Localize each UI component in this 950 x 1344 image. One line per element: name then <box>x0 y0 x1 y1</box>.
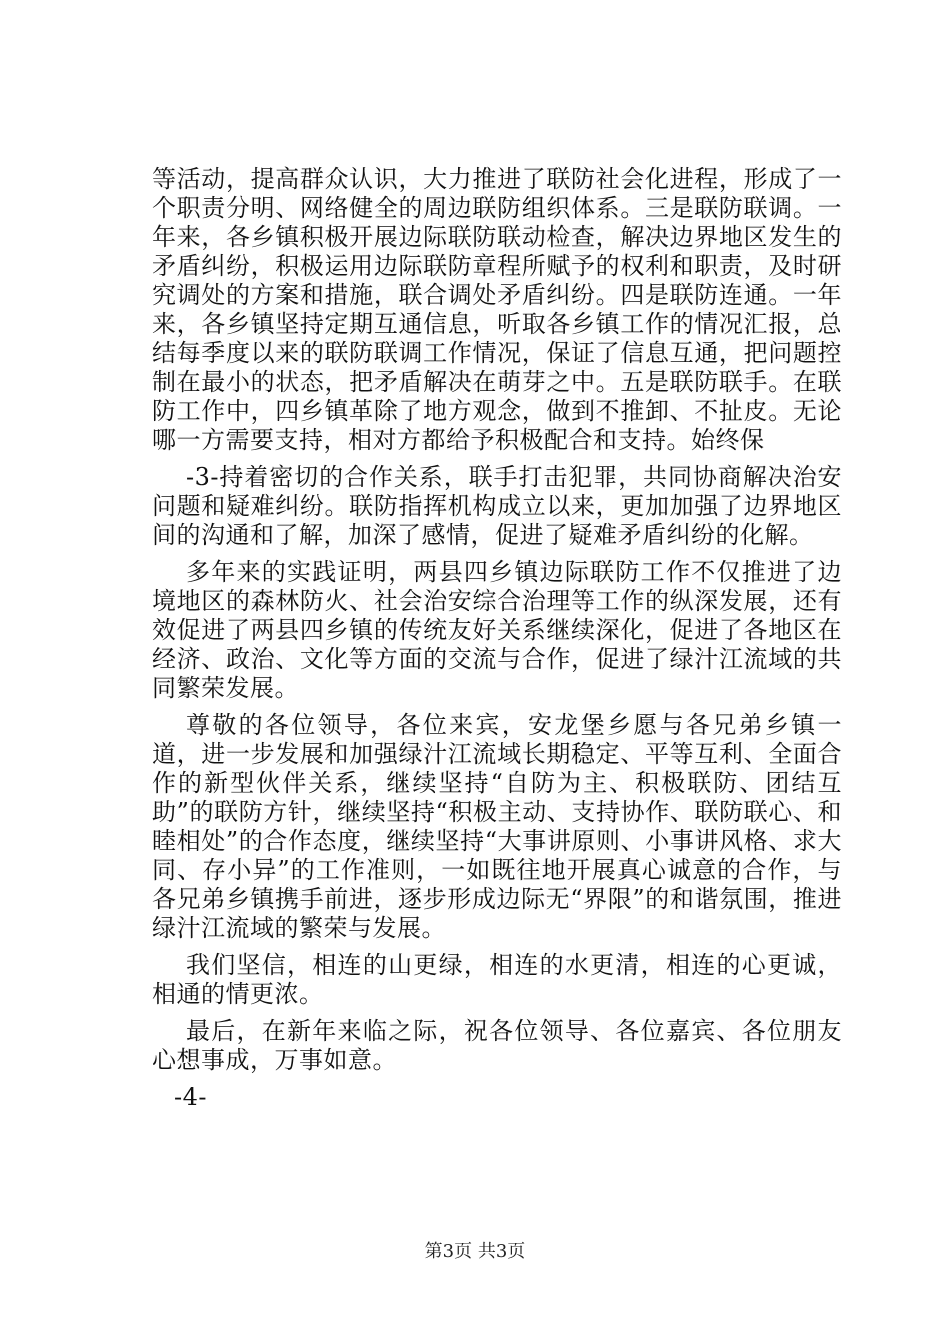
paragraph-closing: 最后，在新年来临之际，祝各位领导、各位嘉宾、各位朋友心想事成，万事如意。 <box>152 1017 842 1074</box>
paragraph-belief: 我们坚信，相连的山更绿，相连的水更清，相连的心更诚，相通的情更浓。 <box>152 951 842 1008</box>
paragraph-page-3-continuation: -3-持着密切的合作关系，联手打击犯罪，共同协商解决治安问题和疑难纠纷。联防指挥机构成立以来，更加加强了边界地区间的沟通和了解，加深了感情，促进了疑难矛盾纠纷的化解。 <box>152 463 842 549</box>
document-body <box>152 165 842 1116</box>
page-number-marker: -4- <box>174 1083 207 1111</box>
paragraph-continuation: 等活动，提高群众认识，大力推进了联防社会化进程，形成了一个职责分明、网络健全的周边联防组织体系。三是联防联调。一年来，各乡镇积极开展边际联防联动检查，解决边界地区发生的矛盾纠纷，积极运用边际联防章程所赋予的权利和职责，及时研究调处的方案和措施，联合调处矛盾纠纷。四是联防连通。一年来，各乡镇坚持定期互通信息，听取各乡镇工作的情况汇报，总结每季度以来的联防联调工作情况，保证了信息互通，把问题控制在最小的状态，把矛盾解决在萌芽之中。五是联防联手。在联防工作中，四乡镇革除了地方观念，做到不推卸、不扯皮。无论哪一方需要支持，相对方都给予积极配合和支持。始终保 <box>152 165 842 454</box>
page-footer: 第3页 共3页 <box>424 1241 526 1262</box>
paragraph-practice: 多年来的实践证明，两县四乡镇边际联防工作不仅推进了边境地区的森林防火、社会治安综合治理等工作的纵深发展，还有效促进了两县四乡镇的传统友好关系继续深化，促进了各地区在经济、政治、文化等方面的交流与合作，促进了绿汁江流域的共同繁荣发展。 <box>152 558 842 702</box>
paragraph-address: 尊敬的各位领导，各位来宾，安龙堡乡愿与各兄弟乡镇一道，进一步发展和加强绿汁江流域长期稳定、平等互利、全面合作的新型伙伴关系，继续坚持“自防为主、积极联防、团结互助”的联防方针，继续坚持“积极主动、支持协作、联防联心、和睦相处”的合作态度，继续坚持“大事讲原则、小事讲风格、求大同、存小异”的工作准则，一如既往地开展真心诚意的合作，与各兄弟乡镇携手前进，逐步形成边际无“界限”的和谐氛围，推进绿汁江流域的繁荣与发展。 <box>152 711 842 942</box>
